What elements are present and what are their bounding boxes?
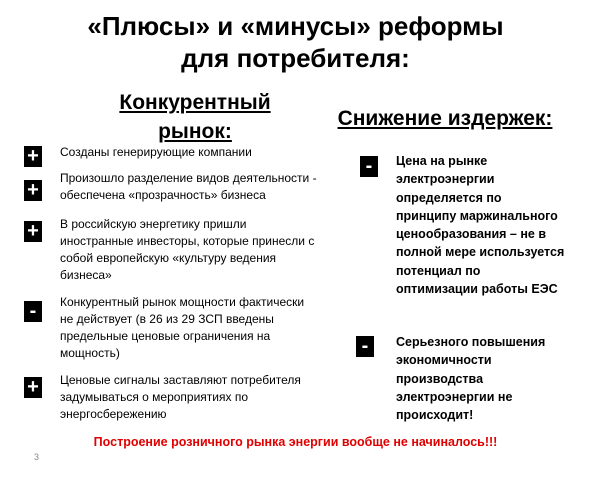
left-heading-line-1: Конкурентный	[119, 91, 271, 114]
left-item-1-text: Созданы генерирующие компании	[60, 145, 252, 159]
plus-icon: +	[24, 221, 42, 242]
plus-icon: +	[24, 146, 42, 167]
footer-note: Построение розничного рынка энергии вообще не начиналось!!!	[93, 435, 498, 449]
right-column-heading: Снижение издержек:	[337, 107, 553, 130]
right-item-2-text: Серьезного повышения экономичности производства электроэнергии не происходит!	[396, 335, 546, 423]
minus-icon: -	[24, 301, 42, 322]
plus-icon: +	[24, 377, 42, 398]
page-number: 3	[34, 452, 40, 462]
minus-icon: -	[360, 156, 378, 177]
minus-icon: -	[356, 336, 374, 357]
slide-title-line-2: для потребителя:	[181, 43, 410, 73]
right-item-1-text: Цена на рынке электроэнергии определяется по принципу маржинального ценообразования – не в полной мере используется потенциал по оптимизации работы ЕЭС	[396, 154, 565, 297]
slide-title-line-1: «Плюсы» и «минусы» реформы	[87, 11, 504, 41]
left-item-3-text: В российскую энергетику пришли иностранные инвесторы, которые принесли с собой европейскую «культуру ведения бизнеса»	[60, 217, 315, 282]
left-item-2-text: Произошло разделение видов деятельности - обеспечена «прозрачность» бизнеса	[60, 171, 317, 202]
left-heading-line-2: рынок:	[158, 120, 232, 143]
left-column-heading	[110, 88, 280, 146]
plus-icon: +	[24, 180, 42, 201]
left-item-5-text: Ценовые сигналы заставляют потребителя задумываться о мероприятиях по энергосбережению	[60, 373, 301, 421]
left-item-4-text: Конкурентный рынок мощности фактически не действует (в 26 из 29 ЗСП введены предельные ценовые ограничения на мощность)	[60, 295, 305, 360]
